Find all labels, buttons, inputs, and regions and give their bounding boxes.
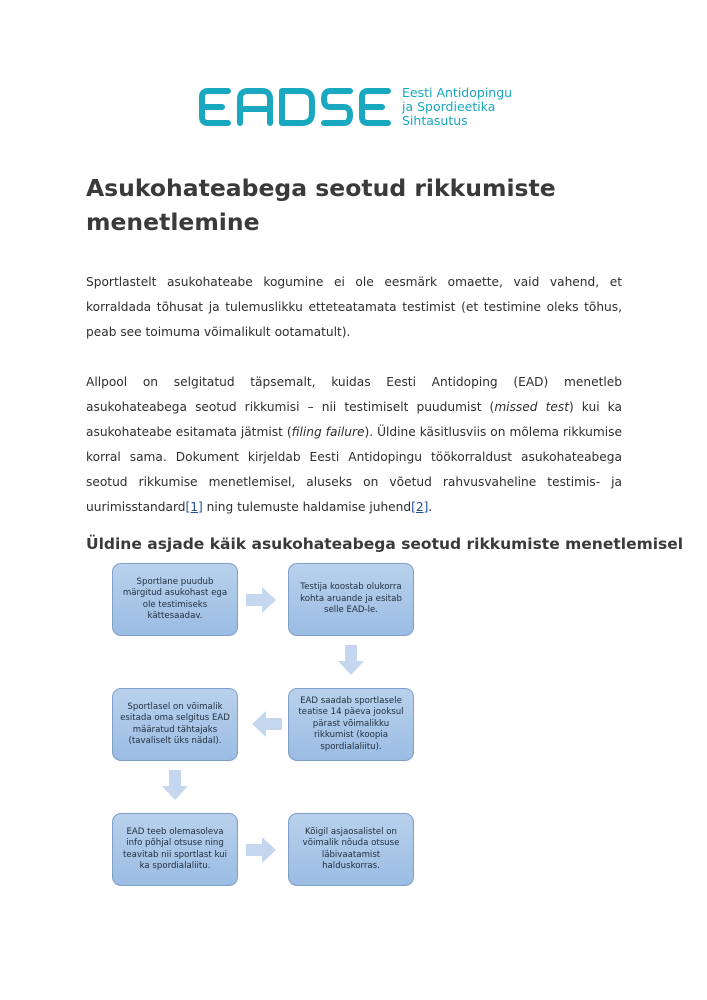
- intro-paragraph: Sportlastelt asukohateabe kogumine ei ole eesmärk omaette, vaid vahend, et korraldada tõhusat ja tulemuslikku etteteatamata testimist (et testimine oleks tõhus, peab see toimuma võimalikult ootamatult).: [86, 275, 622, 339]
- paragraph-text: ) kui ka asukohateabe esitamata jätmist (: [86, 400, 622, 439]
- flow-step-1: Sportlane puudub märgitud asukohast ega ole testimiseks kättesaadav.: [112, 563, 238, 636]
- flow-step-2: Testija koostab olukorra kohta aruande ja esitab selle EAD-le.: [288, 563, 414, 636]
- logo-wordmark-graphic: [198, 87, 392, 127]
- filing-failure-term: filing failure: [291, 425, 365, 439]
- arrow-down-icon: [338, 645, 364, 675]
- logo-line-1: Eesti Antidopingu: [402, 85, 513, 100]
- logo-org-name: [402, 86, 512, 128]
- paragraph-text: ning tulemuste haldamise juhend: [202, 500, 412, 514]
- logo-line-3: Sihtasutus: [402, 113, 468, 128]
- logo-wordmark: [198, 87, 392, 127]
- paragraph-text: Allpool on selgitatud täpsemalt, kuidas Eesti Antidoping (EAD) menetleb asukohateabega seotud rikkumisi – nii testimiselt puudumist (: [86, 375, 622, 414]
- paragraph-text: .: [428, 500, 433, 514]
- flow-step-3: EAD saadab sportlasele teatise 14 päeva jooksul pärast võimalikku rikkumist (koopia spordialaliitu).: [288, 688, 414, 761]
- page-title: Asukohateabega seotud rikkumiste menetlemine: [86, 174, 556, 236]
- paragraph-text: ). Üldine käsitlusviis on mõlema rikkumise korral sama. Dokument kirjeldab Eesti Antidopingu töökorraldust asukohateabega seotud rikkumise menetlemisel, aluseks on võetud rahvusvaheline testimis- ja uurimisstandard: [86, 425, 622, 514]
- flow-heading: Üldine asjade käik asukohateabega seotud rikkumiste menetlemisel: [86, 535, 684, 553]
- footnote-link-2[interactable]: [2]: [411, 500, 429, 514]
- arrow-right-icon: [246, 837, 276, 863]
- missed-test-term: missed test: [494, 400, 569, 414]
- flow-step-6: Kõigil asjaosalistel on võimalik nõuda otsuse läbivaatamist halduskorras.: [288, 813, 414, 886]
- eadse-logo: [198, 82, 512, 132]
- logo-line-2: ja Spordieetika: [402, 99, 496, 114]
- arrow-left-icon: [252, 711, 282, 737]
- footnote-link-1[interactable]: [1]: [185, 500, 203, 514]
- flow-step-4: Sportlasel on võimalik esitada oma selgitus EAD määratud tähtajaks (tavaliselt üks nädal).: [112, 688, 238, 761]
- flow-step-5: EAD teeb olemasoleva info põhjal otsuse ning teavitab nii sportlast kui ka spordialaliitu.: [112, 813, 238, 886]
- arrow-down-icon: [162, 770, 188, 800]
- arrow-right-icon: [246, 587, 276, 613]
- details-paragraph: [86, 370, 622, 520]
